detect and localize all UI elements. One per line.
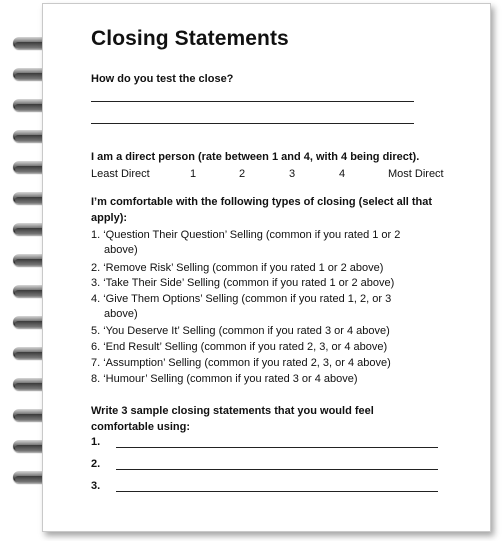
- statement-number-3: 3.: [91, 480, 101, 492]
- closing-option[interactable]: [91, 372, 451, 387]
- page-title: Closing Statements: [91, 27, 289, 50]
- closing-option-text: 5. ‘You Deserve It’ Selling (common if you rated 3 or 4 above): [91, 325, 390, 337]
- closing-option[interactable]: [91, 356, 451, 371]
- scale-option-1[interactable]: 1: [190, 168, 197, 180]
- statement-number-1: 1.: [91, 436, 101, 448]
- closing-option[interactable]: [91, 228, 451, 258]
- statement-answer-line-1[interactable]: [116, 447, 438, 448]
- closing-option-text: 1. ‘Question Their Question’ Selling (common if you rated 1 or 2: [91, 229, 401, 241]
- closing-option-text: 4. ‘Give Them Options’ Selling (common if you rated 1, 2, or 3: [91, 293, 392, 305]
- question-test-close: How do you test the close?: [91, 73, 234, 85]
- statement-number-2: 2.: [91, 458, 101, 470]
- statement-answer-line-3[interactable]: [116, 491, 438, 492]
- closing-option-text: 3. ‘Take Their Side’ Selling (common if you rated 1 or 2 above): [91, 277, 395, 289]
- question-closing-types: I’m comfortable with the following types of closing (select all that: [91, 196, 433, 208]
- question-closing-types-cont: apply):: [91, 212, 128, 224]
- closing-option[interactable]: [91, 276, 451, 291]
- answer-line[interactable]: [91, 123, 414, 124]
- question-sample-statements-cont: comfortable using:: [91, 421, 191, 433]
- closing-option[interactable]: [91, 292, 451, 322]
- closing-option[interactable]: [91, 324, 451, 339]
- question-direct-person: I am a direct person (rate between 1 and 4, with 4 being direct).: [91, 151, 420, 163]
- closing-option-text: 2. ‘Remove Risk’ Selling (common if you rated 1 or 2 above): [91, 262, 384, 274]
- scale-option-2[interactable]: 2: [239, 168, 246, 180]
- closing-option-text-cont: above): [104, 308, 138, 320]
- closing-option[interactable]: [91, 261, 451, 276]
- closing-option-text: 7. ‘Assumption’ Selling (common if you rated 2, 3, or 4 above): [91, 357, 391, 369]
- question-sample-statements: Write 3 sample closing statements that you would feel: [91, 405, 374, 417]
- closing-option[interactable]: [91, 340, 451, 355]
- scale-option-4[interactable]: 4: [339, 168, 346, 180]
- statement-answer-line-2[interactable]: [116, 469, 438, 470]
- scale-label-least: Least Direct: [91, 168, 150, 180]
- closing-option-text-cont: above): [104, 244, 138, 256]
- closing-option-text: 6. ‘End Result’ Selling (common if you rated 2, 3, or 4 above): [91, 341, 388, 353]
- scale-label-most: Most Direct: [388, 168, 444, 180]
- closing-option-text: 8. ‘Humour’ Selling (common if you rated 3 or 4 above): [91, 373, 358, 385]
- answer-line[interactable]: [91, 101, 414, 102]
- scale-option-3[interactable]: 3: [289, 168, 296, 180]
